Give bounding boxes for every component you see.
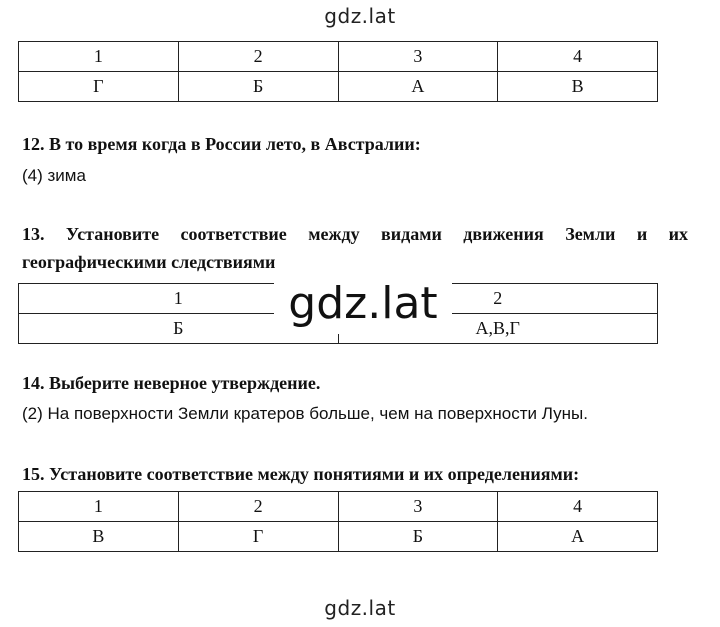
table-row — [19, 522, 658, 552]
table-cell: А — [498, 522, 658, 552]
table-cell: 1 — [19, 284, 339, 314]
table-cell: А — [338, 72, 498, 102]
table-cell: 4 — [498, 42, 658, 72]
table-cell: 3 — [338, 42, 498, 72]
table-cell: 2 — [178, 492, 338, 522]
answer-12: (4) зима — [22, 166, 86, 185]
question-15: 15. Установите соответствие между понятиями и их определениями: — [22, 464, 580, 484]
table-cell: 1 — [19, 42, 179, 72]
table-cell: Г — [178, 522, 338, 552]
table-cell: 2 — [338, 284, 658, 314]
question-14: 14. Выберите неверное утверждение. — [22, 373, 321, 393]
watermark-top: gdz.lat — [324, 4, 396, 28]
table-cell: Б — [19, 314, 339, 344]
watermark-center: gdz.lat — [274, 274, 452, 334]
question-12: 12. В то время когда в России лето, в Австралии: — [22, 134, 421, 154]
table-cell: 3 — [338, 492, 498, 522]
question-13-line1: 13. Установите соответствие между видами движения Земли и их — [22, 224, 688, 244]
table-cell: 2 — [178, 42, 338, 72]
table-cell: 4 — [498, 492, 658, 522]
answer-table-15 — [18, 491, 658, 552]
table-cell: Б — [338, 522, 498, 552]
table-cell: В — [498, 72, 658, 102]
watermark-bottom: gdz.lat — [324, 596, 396, 620]
table-row — [19, 72, 658, 102]
table-cell: 1 — [19, 492, 179, 522]
table-header-row — [19, 42, 658, 72]
table-cell: Б — [178, 72, 338, 102]
table-cell: А,В,Г — [338, 314, 658, 344]
table-header-row — [19, 492, 658, 522]
answer-table-11 — [18, 41, 658, 102]
answer-14: (2) На поверхности Земли кратеров больше, чем на поверхности Луны. — [22, 404, 588, 423]
table-cell: Г — [19, 72, 179, 102]
question-13-line2: географическими следствиями — [22, 252, 276, 272]
table-cell: В — [19, 522, 179, 552]
